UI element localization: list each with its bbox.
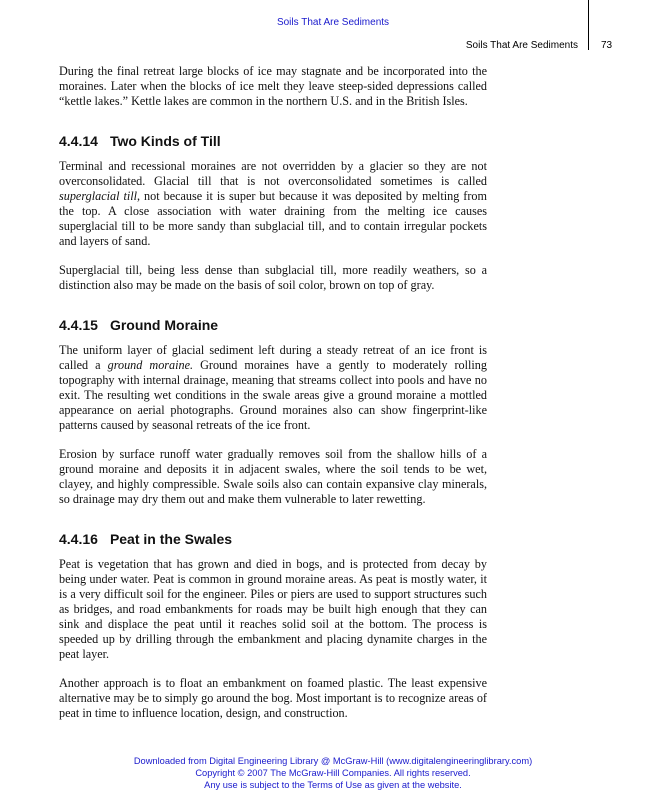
text-run: Ground moraines have a gently to moderately rolling topography with internal drainage, meaning that streams collect into pools and have no exit. The resulting wet conditions in the swale areas give a ground moraine a mottled appearance on aerial photographs. Ground moraines also can show fingerprint-like patterns caused by seasonal retreats of the ice front. [59,358,487,432]
text-run: , not because it is super but because it was deposited by melting from the top. A close association with water draining from the melting ice causes superglacial till to be more sandy than subglacial till, and to contain irregular pockets and layers of sand. [59,189,487,248]
italic-term: superglacial till [59,189,138,203]
section-title: Peat in the Swales [109,531,233,547]
section-heading-two-kinds-of-till [59,132,487,150]
section-heading-ground-moraine [59,316,487,334]
section-heading-peat-in-the-swales [59,530,487,548]
paragraph-till-weathering: Superglacial till, being less dense than subglacial till, more readily weathers, so a distinction also may be made on the basis of soil color, brown on top of gray. [59,263,487,292]
section-number: 4.4.16 [59,531,98,547]
text-run: Terminal and recessional moraines are not overridden by a glacier so they are not overconsolidated. Glacial till that is not overconsolidated sometimes is called [59,159,487,188]
text-run: The uniform layer of glacial sediment left during a steady retreat of an ice front is called a [59,343,487,372]
section-title: Two Kinds of Till [109,133,221,149]
page-number: 73 [601,40,613,51]
footer-download-link[interactable]: Downloaded from Digital Engineering Library @ McGraw-Hill (www.digitalengineeringlibrary.com) [133,756,533,766]
header-divider [588,0,589,50]
paragraph-superglacial-till [59,159,487,249]
paragraph-erosion: Erosion by surface runoff water gradually removes soil from the shallow hills of a ground moraine and deposits it in adjacent swales, where the soil tends to be wet, clayey, and highly compressible. Swale soils also can contain expansive clay minerals, so drainage may dry them out and make them vulnerable to later rewetting. [59,447,487,506]
running-head: Soils That Are Sediments [465,40,578,51]
footer-copyright: Copyright © 2007 The McGraw-Hill Companies. All rights reserved. [195,768,471,778]
intro-paragraph: During the final retreat large blocks of ice may stagnate and be incorporated into the moraines. Later when the blocks of ice melt they leave steep-sided depressions called “kettle lakes.” Kettle lakes are common in the northern U.S. and in the British Isles. [59,64,487,108]
footer-notice [0,755,666,791]
paragraph-ground-moraine [59,343,487,433]
italic-term: ground moraine. [107,358,194,372]
top-banner-link[interactable]: Soils That Are Sediments [276,17,390,28]
paragraph-peat: Peat is vegetation that has grown and died in bogs, and is protected from decay by being under water. Peat is common in ground moraine areas. As peat is mostly water, it is a very difficult soil for the engineer. Piles or piers are used to support structures such as bridges, and road embankments for roads may be built high enough that they can sink and displace the peat until it reaches solid soil at the bottom. The process is speeded up by drilling through the embankment and placing dynamite charges in the peat layer. [59,557,487,661]
body-text [59,64,487,735]
paragraph-foamed-plastic: Another approach is to float an embankment on foamed plastic. The least expensive alternative may be to simply go around the bog. Most important is to recognize areas of peat in time to influence location, design, and construction. [59,676,487,720]
section-title: Ground Moraine [109,317,219,333]
section-number: 4.4.14 [59,133,98,149]
footer-terms-link[interactable]: Any use is subject to the Terms of Use as given at the website. [204,780,462,790]
section-number: 4.4.15 [59,317,98,333]
